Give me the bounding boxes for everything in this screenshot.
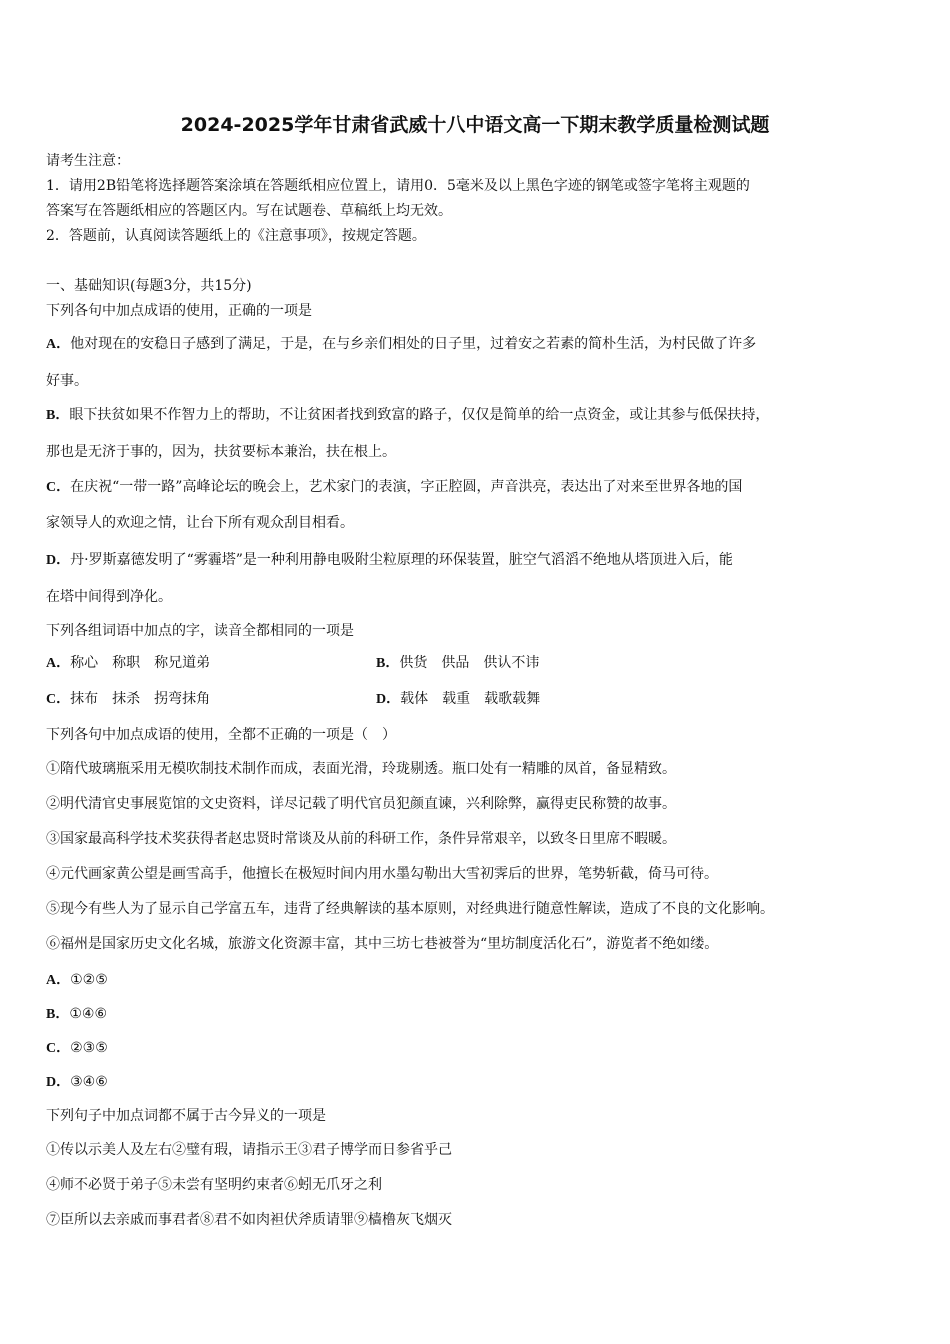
option-text: 眼下扶贫如果不作智力上的帮助，不让贫困者找到致富的路子，仅仅是简单的给一点资金，或让其参与低保扶持， xyxy=(69,407,770,423)
option-text: ①②⑤ xyxy=(70,972,108,988)
question-1-option-b xyxy=(46,405,769,426)
question-1-option-b-cont: 那也是无济于事的，因为，扶贫要标本兼治，扶在根上。 xyxy=(46,444,396,460)
option-text: ②③⑤ xyxy=(70,1040,108,1056)
question-1-stem: 下列各句中加点成语的使用，正确的一项是 xyxy=(46,303,312,319)
option-label: D． xyxy=(46,1075,71,1090)
option-text: 丹·罗斯嘉德发明了“雾霾塔”是一种利用静电吸附尘粒原理的环保装置，脏空气滔滔不绝地从塔顶进入后，能 xyxy=(70,552,733,568)
question-4-line-2: ④师不必贤于弟子⑤未尝有坚明约束者⑥蚓无爪牙之利 xyxy=(46,1177,382,1193)
question-1-option-a-cont: 好事。 xyxy=(46,373,88,389)
question-3-item-4: ④元代画家黄公望是画雪高手，他擅长在极短时间内用水墨勾勒出大雪初霁后的世界，笔势斩截，倚马可待。 xyxy=(46,866,718,882)
option-text: 载体 载重 载歌载舞 xyxy=(400,691,541,707)
question-3-option-a xyxy=(46,970,108,991)
notice-item-2: 2．答题前，认真阅读答题纸上的《注意事项》，按规定答题。 xyxy=(46,228,426,244)
question-3-item-6: ⑥福州是国家历史文化名城，旅游文化资源丰富，其中三坊七巷被誉为“里坊制度活化石”，游览者不绝如缕。 xyxy=(46,936,719,952)
question-4-line-1: ①传以示美人及左右②璧有瑕，请指示王③君子博学而日参省乎己 xyxy=(46,1142,452,1158)
question-4-line-3: ⑦臣所以去亲戚而事君者⑧君不如肉袒伏斧质请罪⑨樯橹灰飞烟灭 xyxy=(46,1212,452,1228)
notice-item-1-line-2: 答案写在答题纸相应的答题区内。写在试题卷、草稿纸上均无效。 xyxy=(46,203,452,219)
question-1-option-d xyxy=(46,550,733,571)
question-3-stem: 下列各句中加点成语的使用，全都不正确的一项是（ ） xyxy=(46,727,396,743)
option-label: C． xyxy=(46,1041,71,1056)
option-text: ③④⑥ xyxy=(70,1074,108,1090)
question-2-option-a xyxy=(46,653,210,674)
question-2-option-d xyxy=(376,689,540,710)
question-1-option-c xyxy=(46,477,742,498)
notice-item-1-line-1: 1．请用2B铅笔将选择题答案涂填在答题纸相应位置上，请用0．5毫米及以上黑色字迹的钢笔或签字笔将主观题的 xyxy=(46,178,750,194)
question-3-option-d xyxy=(46,1072,108,1093)
page-title: 2024-2025学年甘肃省武威十八中语文高一下期末教学质量检测试题 xyxy=(180,114,770,136)
notice-heading: 请考生注意： xyxy=(46,153,130,169)
section-heading: 一、基础知识(每题3分，共15分) xyxy=(46,278,252,294)
question-1-option-d-cont: 在塔中间得到净化。 xyxy=(46,589,172,605)
option-label: B． xyxy=(46,1007,70,1022)
option-label: A． xyxy=(46,973,71,988)
question-4-stem: 下列句子中加点词都不属于古今异义的一项是 xyxy=(46,1108,326,1124)
option-label: C． xyxy=(46,480,71,495)
question-1-option-a xyxy=(46,334,756,355)
question-3-option-b xyxy=(46,1004,107,1025)
question-3-item-3: ③国家最高科学技术奖获得者赵忠贤时常谈及从前的科研工作，条件异常艰辛，以致冬日里席不暇暖。 xyxy=(46,831,676,847)
option-label: C． xyxy=(46,692,71,707)
question-2-option-c xyxy=(46,689,210,710)
question-2-stem: 下列各组词语中加点的字，读音全都相同的一项是 xyxy=(46,623,354,639)
option-text: 供货 供品 供认不讳 xyxy=(399,655,540,671)
option-label: A． xyxy=(46,337,71,352)
option-label: D． xyxy=(46,553,71,568)
question-3-option-c xyxy=(46,1038,108,1059)
question-3-item-5: ⑤现今有些人为了显示自己学富五车，违背了经典解读的基本原则，对经典进行随意性解读，造成了不良的文化影响。 xyxy=(46,901,774,917)
option-label: D． xyxy=(376,692,401,707)
question-3-item-1: ①隋代玻璃瓶采用无模吹制技术制作而成，表面光滑，玲珑剔透。瓶口处有一精雕的凤首，备显精致。 xyxy=(46,761,676,777)
option-label: B． xyxy=(46,408,70,423)
option-label: B． xyxy=(376,656,400,671)
option-text: 抹布 抹杀 拐弯抹角 xyxy=(70,691,211,707)
option-text: 他对现在的安稳日子感到了满足，于是，在与乡亲们相处的日子里，过着安之若素的简朴生活，为村民做了许多 xyxy=(70,336,757,352)
option-text: 在庆祝“一带一路”高峰论坛的晚会上，艺术家门的表演，字正腔圆，声音洪亮，表达出了对来至世界各地的国 xyxy=(70,479,743,495)
option-text: 称心 称职 称兄道弟 xyxy=(70,655,211,671)
question-2-option-b xyxy=(376,653,539,674)
question-1-option-c-cont: 家领导人的欢迎之情，让台下所有观众刮目相看。 xyxy=(46,515,354,531)
question-3-item-2: ②明代清官史事展览馆的文史资料，详尽记载了明代官员犯颜直谏，兴利除弊，赢得吏民称赞的故事。 xyxy=(46,796,676,812)
option-label: A． xyxy=(46,656,71,671)
option-text: ①④⑥ xyxy=(69,1006,107,1022)
